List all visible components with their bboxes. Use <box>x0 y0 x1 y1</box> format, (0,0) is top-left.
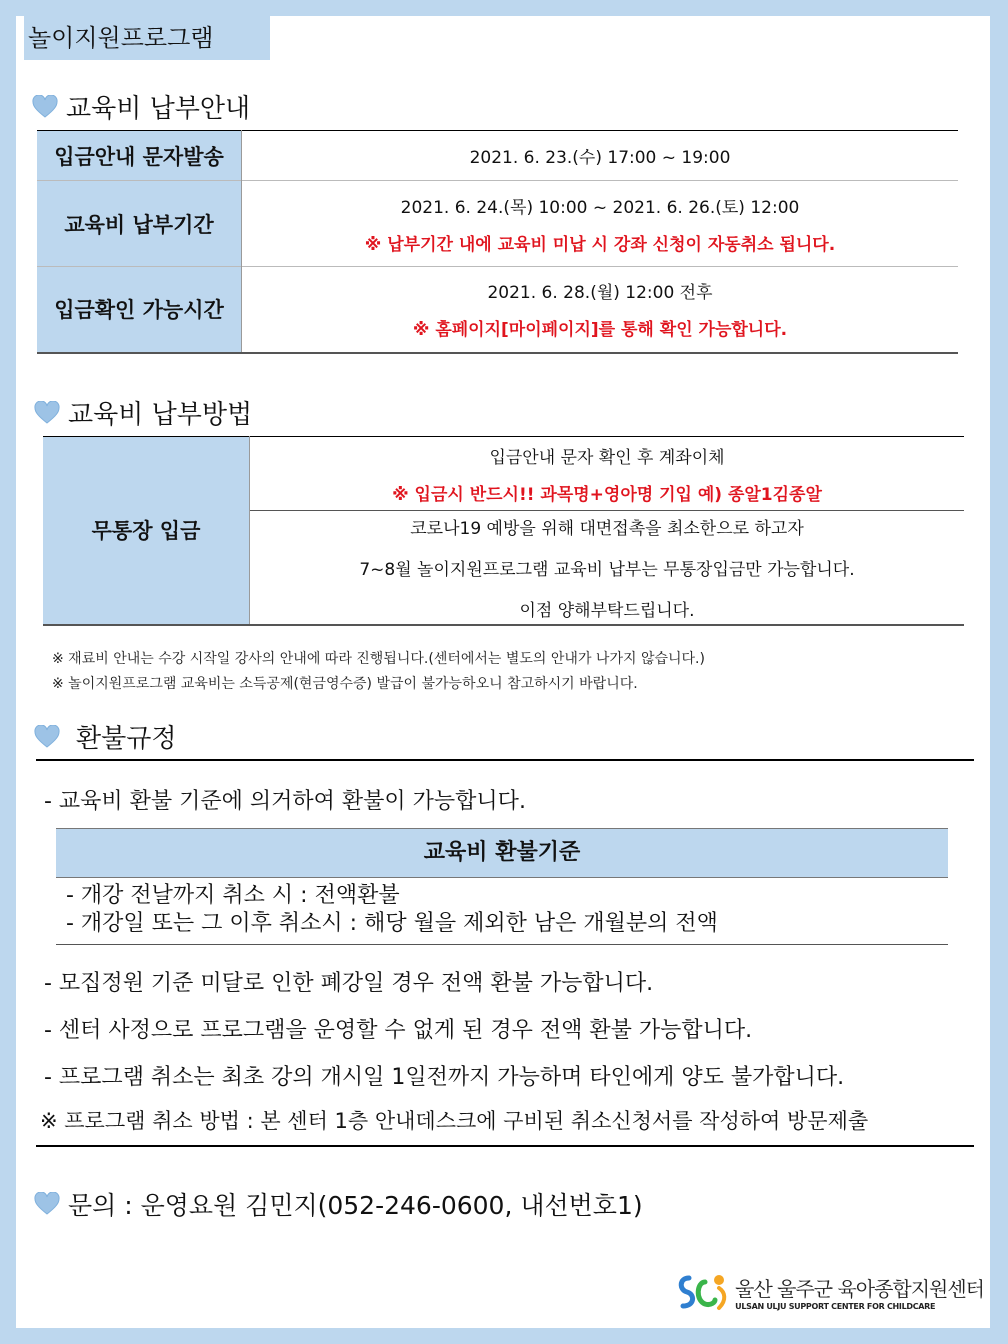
footnote: ※ 재료비 안내는 수강 시작일 강사의 안내에 따라 진행됩니다.(센터에서는 별도의 안내가 나가지 않습니다.) <box>52 651 705 667</box>
section-fee-payment-guide <box>32 88 250 125</box>
row-value <box>242 181 959 267</box>
heart-icon <box>34 725 60 749</box>
refund-rule: - 센터 사정으로 프로그램을 운영할 수 없게 된 경우 전액 환불 가능합니다. <box>44 1018 753 1043</box>
method-line: 입금안내 문자 확인 후 계좌이체 <box>489 447 725 468</box>
heart-icon <box>34 1192 60 1216</box>
divider <box>36 759 974 761</box>
notice-line: 이점 양해부탁드립니다. <box>519 600 695 621</box>
contact-text: 문의 : 운영요원 김민지(052-246-0600, 내선번호1) <box>68 1191 643 1220</box>
divider <box>56 944 948 945</box>
payment-method-table <box>43 436 964 626</box>
page-title: 놀이지원프로그램 <box>24 16 270 60</box>
payment-info-table <box>37 130 958 354</box>
center-logo-mark-icon <box>675 1270 731 1314</box>
refund-item: - 개강일 또는 그 이후 취소시 : 해당 월을 제외한 남은 개월분의 전액 <box>66 911 718 936</box>
footnote: ※ 놀이지원프로그램 교육비는 소득공제(현금영수증) 발급이 불가능하오니 참고하시기 바랍니다. <box>52 676 638 692</box>
divider <box>36 1145 974 1147</box>
section-title: 교육비 납부안내 <box>66 94 251 124</box>
heart-icon <box>32 95 58 119</box>
row-value <box>242 131 959 181</box>
refund-rule: - 프로그램 취소는 최초 강의 개시일 1일전까지 가능하며 타인에게 양도 불가합니다. <box>44 1065 845 1090</box>
refund-box-title: 교육비 환불기준 <box>56 828 948 878</box>
table-row <box>37 131 958 181</box>
refund-item: - 개강 전날까지 취소 시 : 전액환불 <box>66 883 400 908</box>
contact-info <box>34 1186 643 1222</box>
row-value <box>242 267 959 353</box>
row-value-line: 2021. 6. 28.(월) 12:00 전후 <box>487 283 713 304</box>
document-sheet <box>16 16 990 1328</box>
notice-line: 7~8월 놀이지원프로그램 교육비 납부는 무통장입금만 가능합니다. <box>359 559 855 580</box>
method-detail <box>250 437 965 511</box>
section-title: 환불규정 <box>76 724 177 754</box>
refund-rule: - 모집정원 기준 미달로 인한 폐강일 경우 전액 환불 가능합니다. <box>44 971 654 996</box>
table-row <box>43 437 964 511</box>
section-payment-method <box>34 394 252 431</box>
row-value-line: 2021. 6. 24.(목) 10:00 ~ 2021. 6. 26.(토) 12:00 <box>400 197 800 218</box>
cancel-method: ※ 프로그램 취소 방법 : 본 센터 1층 안내데스크에 구비된 취소신청서를 작성하여 방문제출 <box>40 1109 869 1133</box>
warning-note: ※ 홈페이지[마이페이지]를 통해 확인 가능합니다. <box>412 320 788 341</box>
row-label: 입금확인 가능시간 <box>37 267 242 353</box>
table-row <box>37 181 958 267</box>
logo-name-korean: 울산 울주군 육아종합지원센터 <box>735 1277 984 1301</box>
covid-notice <box>250 511 965 625</box>
refund-intro: - 교육비 환불 기준에 의거하여 환불이 가능합니다. <box>44 789 526 814</box>
table-row <box>37 267 958 353</box>
warning-note: ※ 입금시 반드시!! 과목명+영아명 기입 예) 종알1김종알 <box>392 484 822 505</box>
logo-name-english: ULSAN ULJU SUPPORT CENTER FOR CHILDCARE <box>735 1302 936 1311</box>
row-label: 입금안내 문자발송 <box>37 131 242 181</box>
section-title: 교육비 납부방법 <box>68 400 253 430</box>
method-label: 무통장 입금 <box>43 437 250 625</box>
center-logo <box>675 1270 984 1314</box>
section-refund-policy <box>34 718 176 755</box>
notice-line: 코로나19 예방을 위해 대면접촉을 최소한으로 하고자 <box>410 518 804 539</box>
row-value-line: 2021. 6. 23.(수) 17:00 ~ 19:00 <box>469 148 731 168</box>
warning-note: ※ 납부기간 내에 교육비 미납 시 강좌 신청이 자동취소 됩니다. <box>364 234 836 255</box>
heart-icon <box>34 401 60 425</box>
row-label: 교육비 납부기간 <box>37 181 242 267</box>
